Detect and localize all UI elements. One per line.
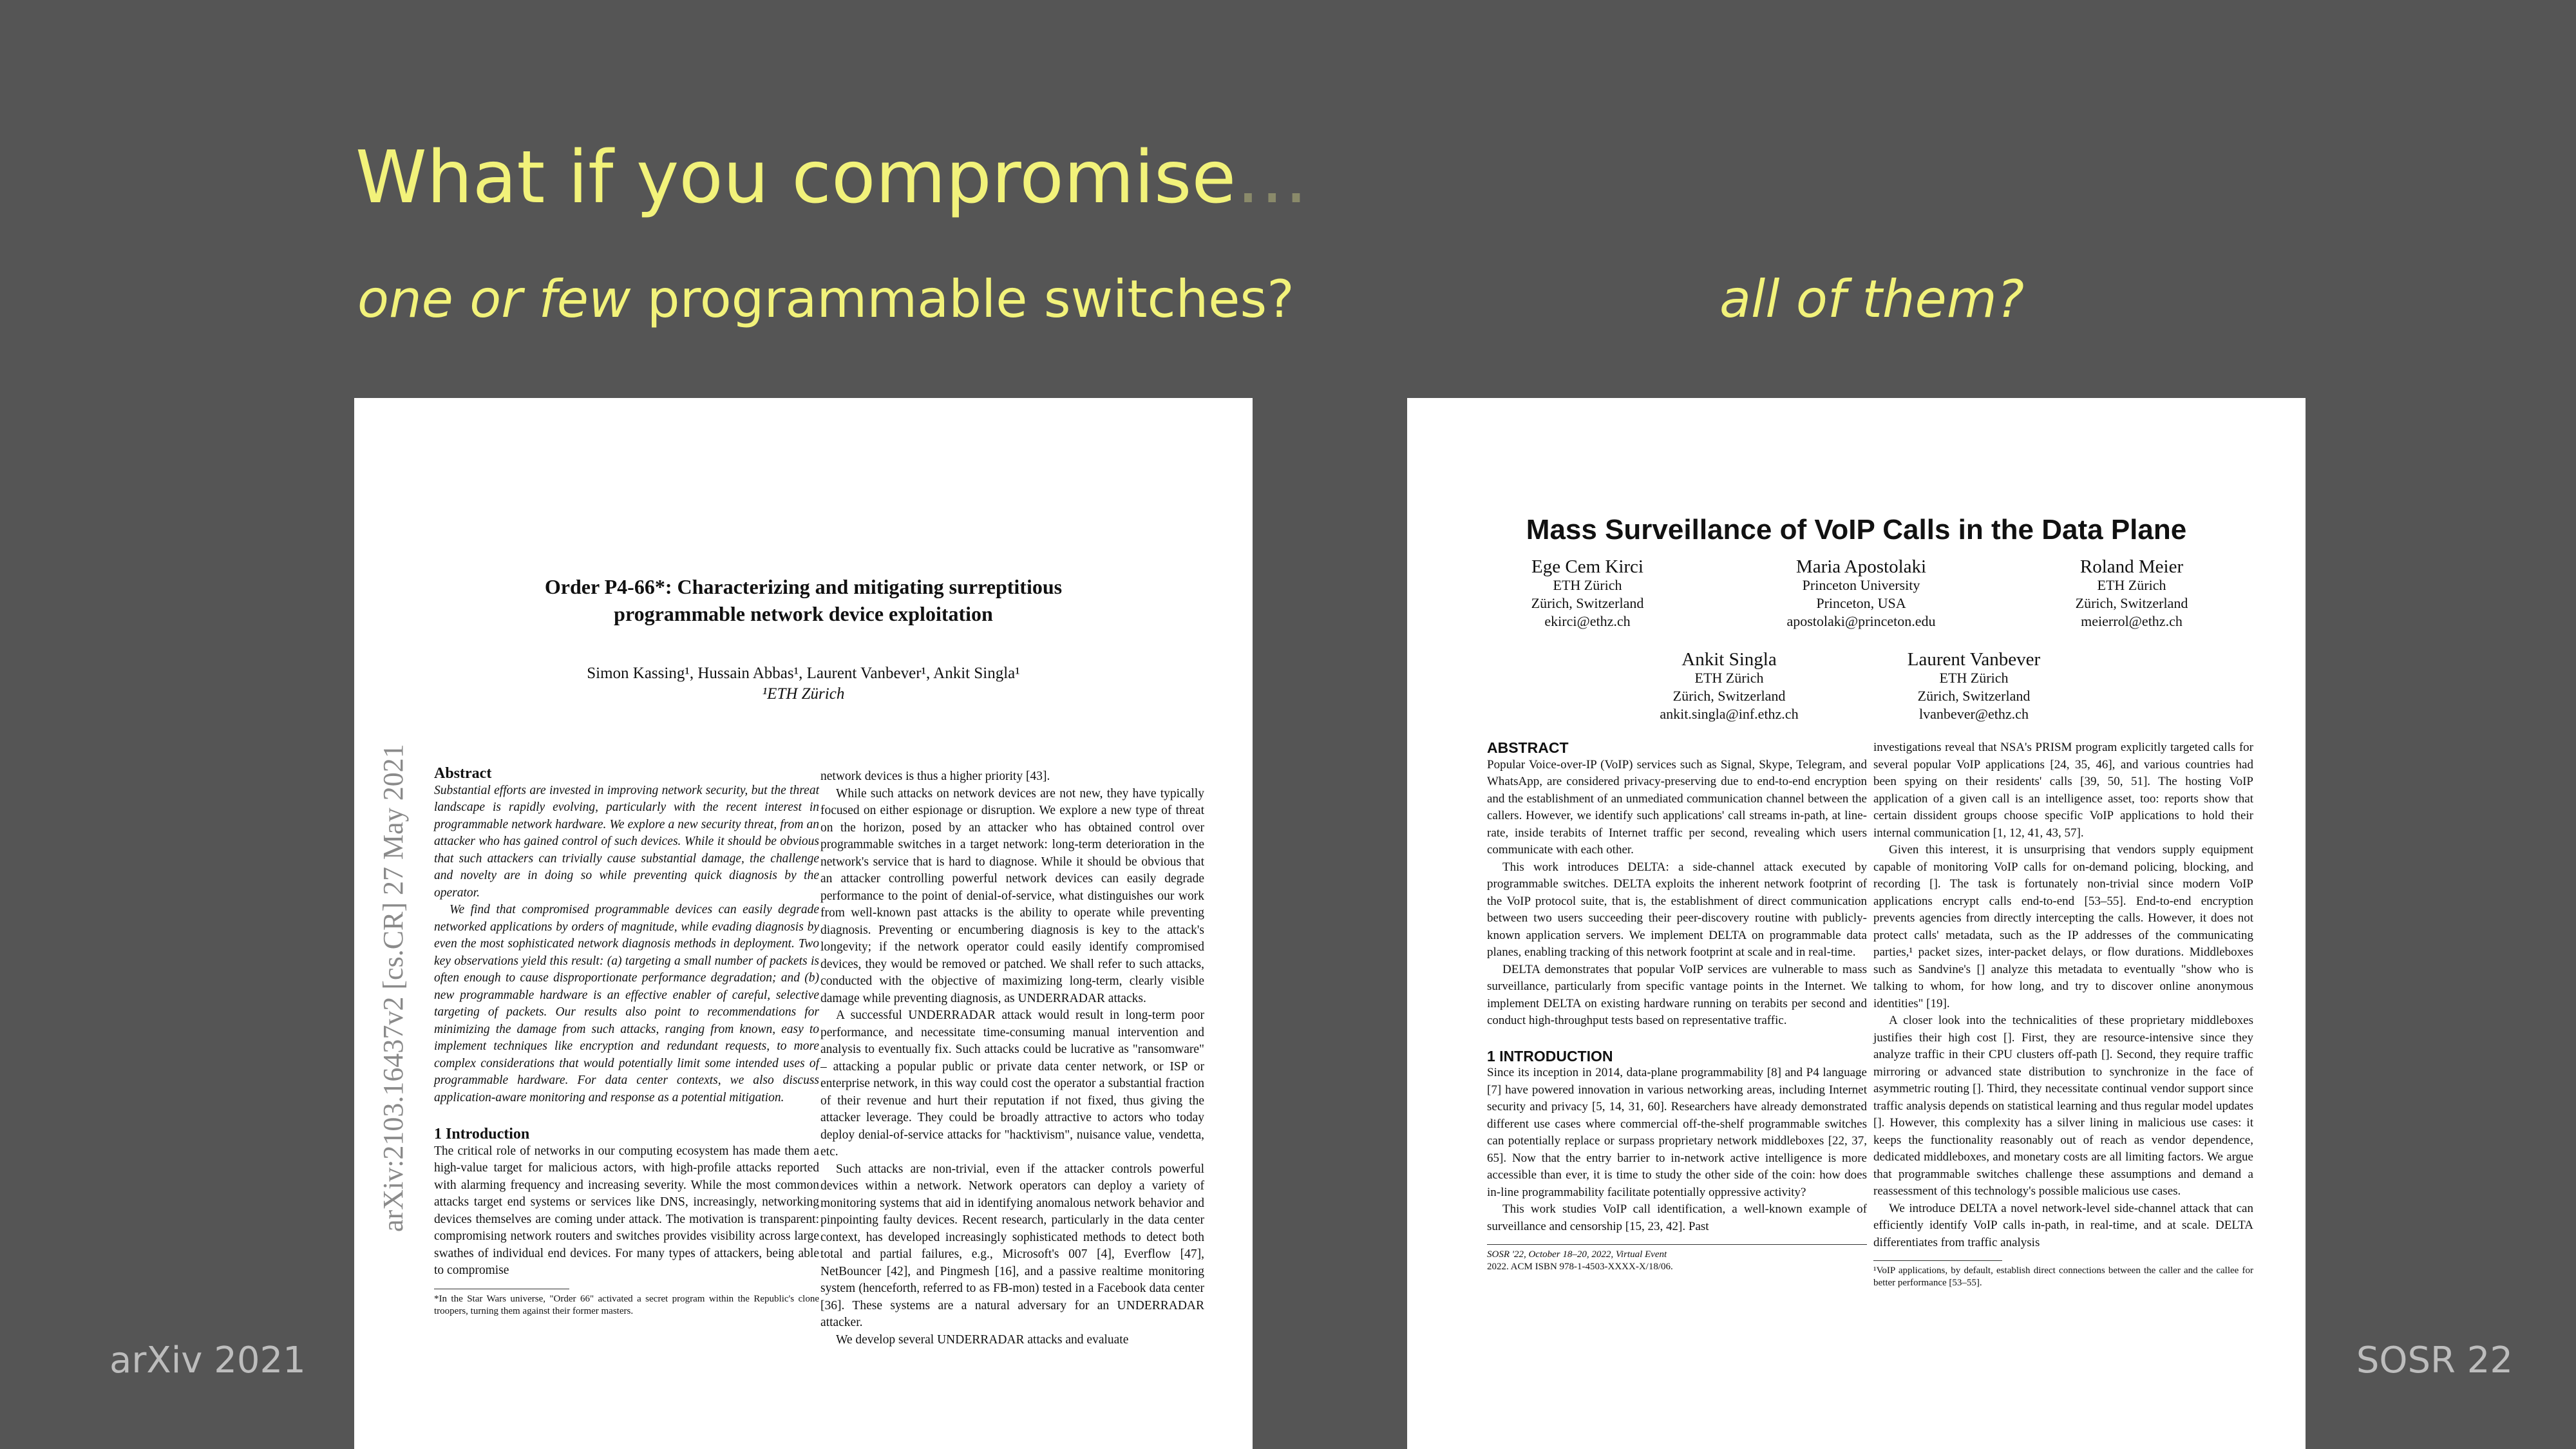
corner-label-left: arXiv 2021	[109, 1340, 306, 1381]
paper1-col2-p0: network devices is thus a higher priority [43].	[820, 770, 1050, 783]
arxiv-stamp: arXiv:2103.16437v2 [cs.CR] 27 May 2021	[377, 744, 409, 1232]
paper2-col2-p2: Given this interest, it is unsurprising that vendors supply equipment capable of monitoring VoIP calls for on-demand policing, blocking, and recording []. The task is fortunately non-trivial since modern VoIP applications encrypt calls end-to-end [53–55]. End-to-end encryption prevents agencies from directly intercepting the calls. However, it does not protect calls' metadata, such as the IP addresses of the communicating parties,¹ packet sizes, inter-packet delays, or flow durations. Middleboxes such as Sandvine's [] analyze this metadata to eventually "show who is talking to whom, for how long, and try to discover online anonymous identities" [19].	[1873, 843, 2253, 1010]
paper2-intro-p1: Since its inception in 2014, data-plane programmability [8] and P4 language [7] have powered innovation in various networking areas, including Internet security and privacy [5, 14, 31, 60]. Researchers have already demonstrated different use cases where commercial off-the-shelf programmable switches can potentially replace or surpass proprietary network middleboxes [22, 37, 65]. Now that the entry barrier to in-network active intelligence is more accessible than ever, it is time to study the other side of the coin: how does in-line programmability facilitate potentially oppressive activity?	[1487, 1066, 1867, 1199]
paper1-column-right	[820, 768, 1204, 1349]
corner-label-right: SOSR 22	[2356, 1340, 2513, 1381]
author-aff2: Princeton, USA	[1816, 595, 1906, 611]
author-aff2: Zürich, Switzerland	[1917, 688, 2031, 704]
paper2-footnote: ¹VoIP applications, by default, establish direct connections between the caller and the callee for better performance [53–55].	[1873, 1265, 2253, 1288]
subtitle-right: all of them?	[1719, 269, 2025, 329]
paper2-abstract-p1: Popular Voice-over-IP (VoIP) services such as Signal, Skype, Telegram, and WhatsApp, are considered privacy-preserving due to end-to-end encryption and the establishment of an unmediated communication channel between the callers. However, we identify such applications' call streams in-path, at line-rate, inside terabits of Internet traffic per second, revealing which users communicate with each other.	[1487, 757, 1867, 857]
paper2-abstract-p3: DELTA demonstrates that popular VoIP services are vulnerable to mass surveillance, particularly from specific vantage points in the Internet. We implement DELTA on existing hardware running on terabits per second and conduct high-throughput tests based on representative traffic.	[1487, 962, 1867, 1027]
paper1-col2-p1: While such attacks on network devices are not new, they have typically focused on either espionage or disruption. We explore a new type of threat on the horizon, posed by an attacker who has obtained control over programmable switches in a target network: long-term deterioration in the network's service that is hard to diagnose. While it should be obvious that an attacker controlling powerful network devices can easily degrade performance to the point of denial-of-service, what distinguishes our work from well-known past attacks is the ability to operate while preventing diagnosis. Preventing or encumbering diagnosis is key to the attack's longevity; if the network operator could easily identify compromised devices, they would be removed or patched. We shall refer to such attacks, conducted with the objective of maximizing long-term, clearly visible damage while preventing diagnosis, as UNDERRADAR attacks.	[820, 786, 1204, 1005]
paper1-col2-p2: A successful UNDERRADAR attack would result in long-term poor performance, and necessitate time-consuming manual intervention and analysis to eventually fix. Such attacks could be lucrative as "ransomware" – attacking a popular public or private data center network, or ISP or enterprise network, in this way could cost the operator a substantial fraction of their revenue and hurt their reputation if not fixed, thus giving the attacker leverage. They could be broadly attractive to actors who today deploy denial-of-service attacks for "hacktivism", nuisance value, vendetta, etc.	[820, 1009, 1204, 1159]
author-email: lvanbever@ethz.ch	[1919, 706, 2029, 722]
paper1-authors: Simon Kassing¹, Hussain Abbas¹, Laurent Vanbever¹, Ankit Singla¹	[587, 665, 1020, 682]
author-aff1: ETH Zürich	[1939, 670, 2009, 686]
author-email: ekirci@ethz.ch	[1544, 613, 1631, 629]
paper2-abstract-p2: This work introduces DELTA: a side-channel attack executed by programmable switches. DELTA exploits the inherent network footprint of the VoIP protocol suite, that is, the establishment of direct communication between two users succeeding their peer-discovery routine with publicly-known application servers. We implement DELTA on programmable data planes, enabling tracking of this network footprint at scale and in real-time.	[1487, 860, 1867, 959]
paper1-footnote: *In the Star Wars universe, "Order 66" activated a secret program within the Republic's clone troopers, turning them against their former masters.	[434, 1293, 819, 1316]
paper-arxiv-preview	[354, 398, 1253, 1449]
subtitle-left	[357, 269, 1294, 329]
paper2-author-block	[2051, 558, 2212, 630]
paper-sosr-preview	[1407, 398, 2306, 1449]
slide-title-text: What if you compromise	[355, 136, 1236, 220]
conference-rule	[1487, 1244, 1867, 1245]
paper1-intro-heading: 1 Introduction	[434, 1126, 530, 1142]
author-aff1: ETH Zürich	[1694, 670, 1764, 686]
paper1-column-left	[434, 765, 819, 1318]
slide-title	[355, 136, 1309, 220]
paper2-column-left	[1487, 739, 1867, 1273]
author-name: Maria Apostolaki	[1795, 556, 1927, 577]
author-aff2: Zürich, Switzerland	[1531, 595, 1644, 611]
author-aff1: Princeton University	[1802, 577, 1920, 593]
author-aff1: ETH Zürich	[2097, 577, 2166, 593]
paper2-author-block	[1742, 558, 1980, 630]
paper2-conference: SOSR '22, October 18–20, 2022, Virtual Event	[1487, 1249, 1667, 1260]
paper2-col2-p4: We introduce DELTA a novel network-level side-channel attack that can efficiently identify VoIP calls in-path, in real-time, and at scale. DELTA differentiates from traffic analysis	[1873, 1201, 2253, 1249]
author-name: Ankit Singla	[1681, 649, 1777, 670]
paper1-affiliation: ¹ETH Zürich	[762, 685, 845, 703]
paper1-col2-p4: We develop several UNDERRADAR attacks and evaluate	[836, 1332, 1129, 1347]
paper2-author-block	[1877, 650, 2070, 723]
paper2-author-block	[1626, 650, 1832, 723]
paper1-title	[393, 573, 1214, 627]
paper1-col2-p3: Such attacks are non-trivial, even if the attacker controls powerful devices within a network. Network operators can deploy a variety of monitoring systems that aid in identifying anomalous network behavior and pinpointing faulty devices. Recent research, particularly in the data center context, has developed increasingly sophisticated methods to detect both total and partial failures, e.g., Microsoft's 007 [4], Everflow [47], NetBouncer [42], and Pingmesh [16], and a passive realtime monitoring system (henceforth, referred to as FB-mon) tested in a Facebook data center [36]. These systems are a natural adversary for an UNDERRADAR attacker.	[820, 1162, 1204, 1329]
author-name: Roland Meier	[2079, 556, 2184, 577]
paper2-isbn: 2022. ACM ISBN 978-1-4503-XXXX-X/18/06.	[1487, 1262, 1673, 1272]
author-email: apostolaki@princeton.edu	[1786, 613, 1936, 629]
paper1-title-line2: programmable network device exploitation	[614, 602, 993, 625]
paper2-author-block	[1491, 558, 1684, 630]
subtitle-left-rest: programmable switches?	[630, 269, 1294, 329]
paper2-title: Mass Surveillance of VoIP Calls in the Data Plane	[1526, 514, 2187, 545]
author-email: ankit.singla@inf.ethz.ch	[1660, 706, 1799, 722]
slide-title-ellipsis: …	[1236, 136, 1309, 220]
paper1-abstract-p2: We find that compromised programmable devices can easily degrade networked applications by orders of magnitude, while evading diagnosis by even the most sophisticated network diagnosis methods in deployment. Two key observations yield this result: (a) targeting a small number of packets is often enough to cause disproportionate performance degradation; and (b) new programmable hardware is an effective enabler of careful, selective targeting of packets. Our results also point to recommendations for minimizing the damage from such attacks, ranging from known, easy to implement techniques like encryption and redundant requests, to more complex considerations that would potentially limit some intended uses of programmable hardware. For data center contexts, we also discuss application-aware monitoring and response as a potential mitigation.	[434, 903, 819, 1104]
paper1-abstract-p1: Substantial efforts are invested in improving network security, but the threat landscape is rapidly evolving, particularly with the recent interest in programmable network hardware. We explore a new security threat, from an attacker who has gained control of such devices. While it should be obvious that such attackers can trivially cause substantial damage, the challenge and novelty are in doing so while preventing quick diagnosis by the operator.	[434, 783, 819, 900]
author-email: meierrol@ethz.ch	[2081, 613, 2183, 629]
footnote-rule	[1873, 1260, 2002, 1261]
subtitle-left-emphasis: one or few	[357, 269, 631, 329]
paper1-intro-p1: The critical role of networks in our computing ecosystem has made them a high-value target for malicious actors, with high-profile attacks reported with alarming frequency and increasing severity. While the most common attacks target end systems or services like DNS, increasingly, networking devices themselves are coming under attack. The motivation is transparent: compromising network routers and switches provides visibility across large swathes of individual end devices. For many types of attackers, being able to compromise	[434, 1144, 819, 1277]
paper2-abstract-heading: ABSTRACT	[1487, 739, 1569, 756]
paper2-intro-p2: This work studies VoIP call identification, a well-known example of surveillance and censorship [15, 23, 42]. Past	[1487, 1202, 1867, 1233]
author-name: Laurent Vanbever	[1907, 649, 2041, 670]
paper2-column-right	[1873, 739, 2253, 1289]
author-aff2: Zürich, Switzerland	[1672, 688, 1786, 704]
paper1-title-line1: Order P4-66*: Characterizing and mitigating surreptitious	[544, 575, 1063, 598]
author-aff1: ETH Zürich	[1553, 577, 1622, 593]
author-aff2: Zürich, Switzerland	[2075, 595, 2188, 611]
author-name: Ege Cem Kirci	[1531, 556, 1643, 577]
paper2-intro-heading: 1 INTRODUCTION	[1487, 1047, 1613, 1065]
paper2-col2-p1: investigations reveal that NSA's PRISM program explicitly targeted calls for several popular VoIP applications [24, 35, 46], and various countries had been spying on their residents' calls [39, 50, 51]. The hosting VoIP application of a given call is an intelligence asset, too: reports show that certain dissident groups choose specific VoIP applications to hold their internal communication [1, 12, 41, 43, 57].	[1873, 741, 2253, 840]
paper1-abstract-heading: Abstract	[434, 765, 492, 782]
paper2-col2-p3: A closer look into the technicalities of these proprietary middleboxes justifies their high cost []. First, they are resource-intensive since they analyze traffic in their CPU clusters off-path []. Second, they require traffic mirroring or advanced state distribution to synchronize in the face of asymmetric routing []. Third, they necessitate continual vendor support since traffic analysis depends on statistical learning and thus regular model updates []. However, this complexity has a silver lining in malicious use cases: it keeps the functionality reasonably out of reach as vendor dependence, dedicated middleboxes, and monetary costs are all limiting factors. We argue that programmable switches challenge these assumptions and demand a reassessment of this technology's possible malicious use cases.	[1873, 1014, 2253, 1198]
